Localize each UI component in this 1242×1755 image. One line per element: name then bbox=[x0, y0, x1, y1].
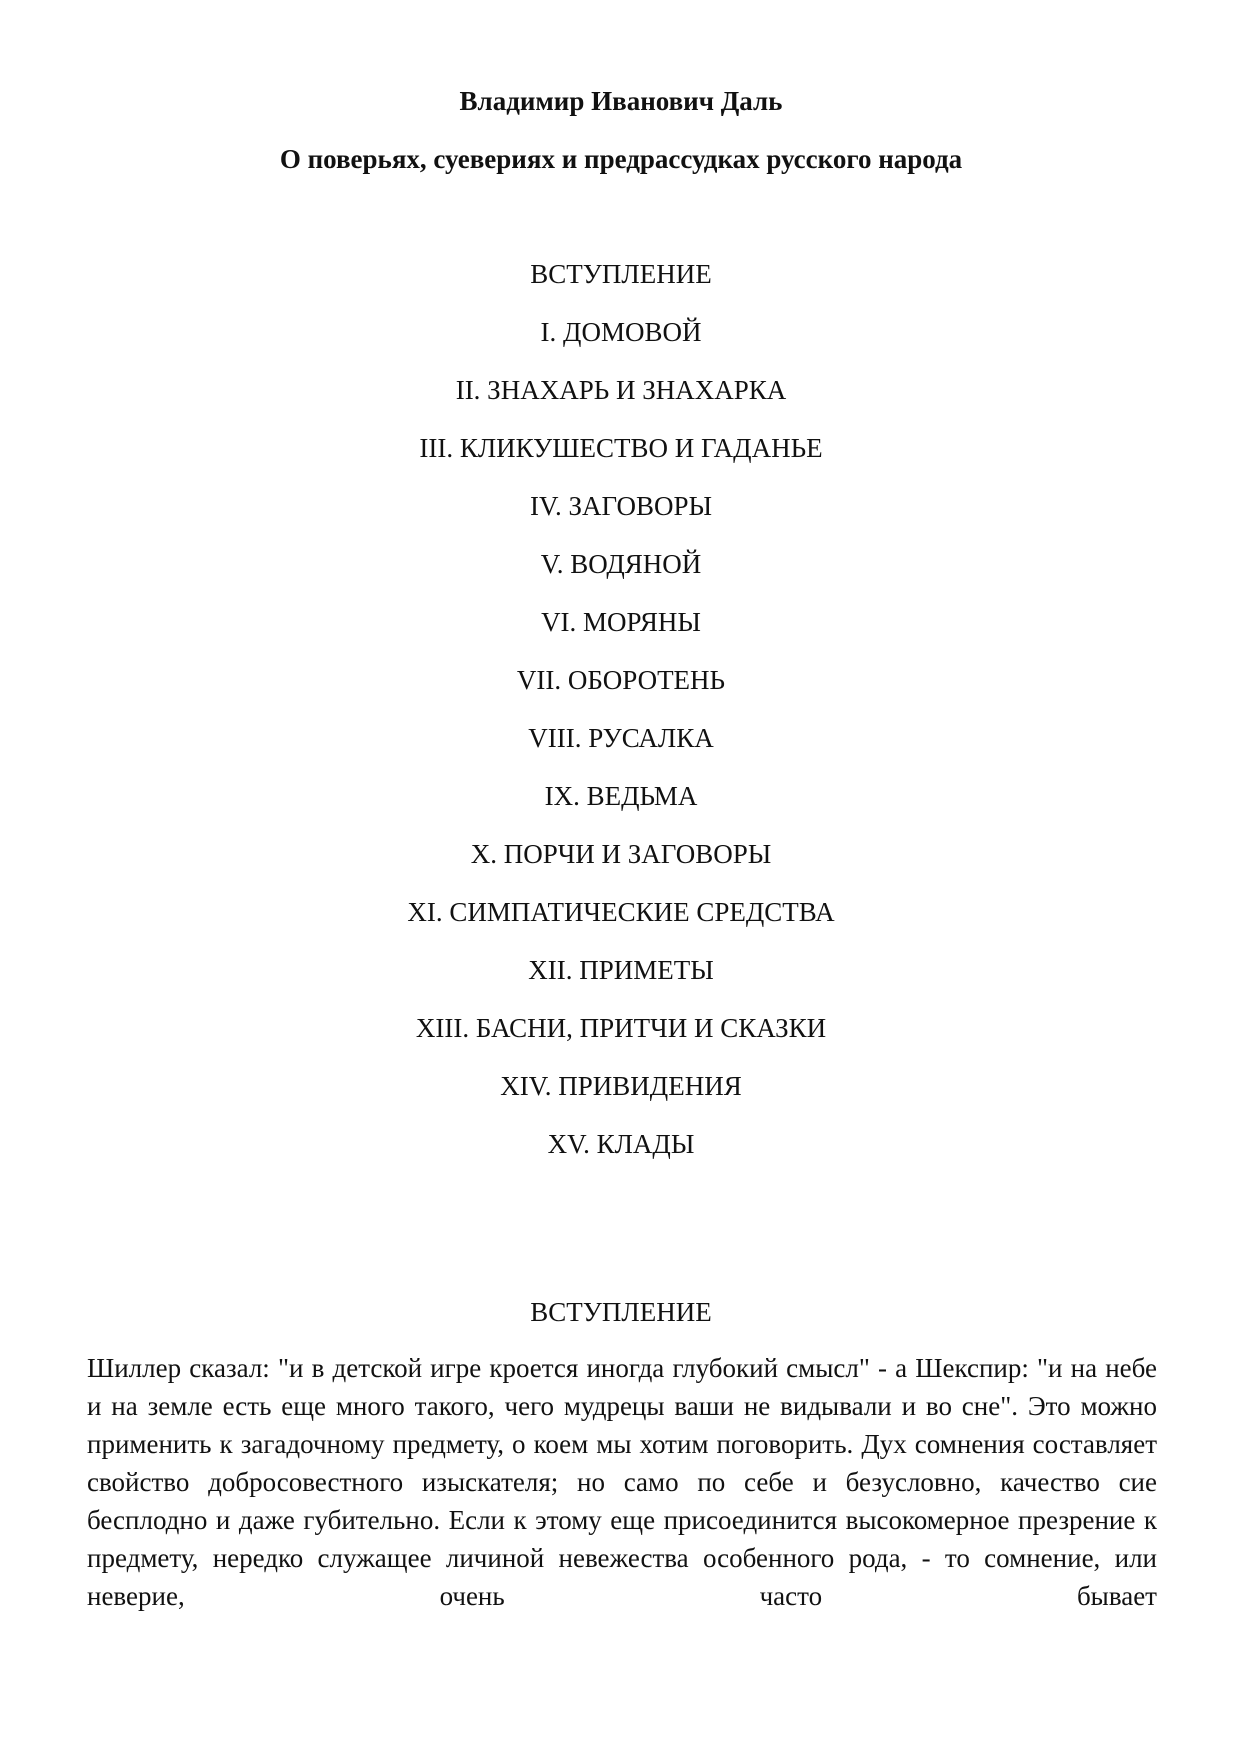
author-name: Владимир Иванович Даль bbox=[459, 86, 783, 116]
toc-item[interactable]: XIV. ПРИВИДЕНИЯ bbox=[500, 1071, 742, 1101]
toc-item[interactable]: XV. КЛАДЫ bbox=[547, 1129, 695, 1159]
toc-item[interactable]: XI. СИМПАТИЧЕСКИЕ СРЕДСТВА bbox=[407, 897, 835, 927]
toc-item[interactable]: II. ЗНАХАРЬ И ЗНАХАРКА bbox=[455, 375, 787, 405]
toc-item[interactable]: VII. ОБОРОТЕНЬ bbox=[516, 665, 726, 695]
toc-item[interactable]: I. ДОМОВОЙ bbox=[540, 317, 702, 347]
toc-item[interactable]: VIII. РУСАЛКА bbox=[528, 723, 714, 753]
toc-item[interactable]: X. ПОРЧИ И ЗАГОВОРЫ bbox=[470, 839, 772, 869]
toc-item[interactable]: V. ВОДЯНОЙ bbox=[540, 549, 702, 579]
toc-item[interactable]: IX. ВЕДЬМА bbox=[544, 781, 698, 811]
book-title: О поверьях, суевериях и предрассудках русского народа bbox=[279, 144, 963, 174]
toc-item[interactable]: XII. ПРИМЕТЫ bbox=[528, 955, 714, 985]
body-paragraph: Шиллер сказал: "и в детской игре кроется иногда глубокий смысл" - а Шекспир: "и на небе и на земле есть еще много такого, чего мудрецы ваши не видывали и во сне". Это можно применить к загадочному предмету, о коем мы хотим поговорить. Дух сомнения составляет свойство добросовестного изыскателя; но само по себе и безусловно, качество сие бесплодно и даже губительно. Если к этому еще присоединится высокомерное презрение к предмету, нередко служащее личиной невежества особенного рода, - то сомнение, или неверие, очень часто бывает bbox=[87, 1353, 1157, 1611]
toc-item[interactable]: VI. МОРЯНЫ bbox=[541, 607, 701, 637]
toc-item[interactable]: ВСТУПЛЕНИЕ bbox=[530, 259, 712, 289]
table-of-contents bbox=[0, 256, 1242, 1184]
section-heading: ВСТУПЛЕНИЕ bbox=[530, 1297, 712, 1327]
toc-item[interactable]: XIII. БАСНИ, ПРИТЧИ И СКАЗКИ bbox=[415, 1013, 827, 1043]
toc-item[interactable]: III. КЛИКУШЕСТВО И ГАДАНЬЕ bbox=[419, 433, 823, 463]
toc-item[interactable]: IV. ЗАГОВОРЫ bbox=[529, 491, 713, 521]
